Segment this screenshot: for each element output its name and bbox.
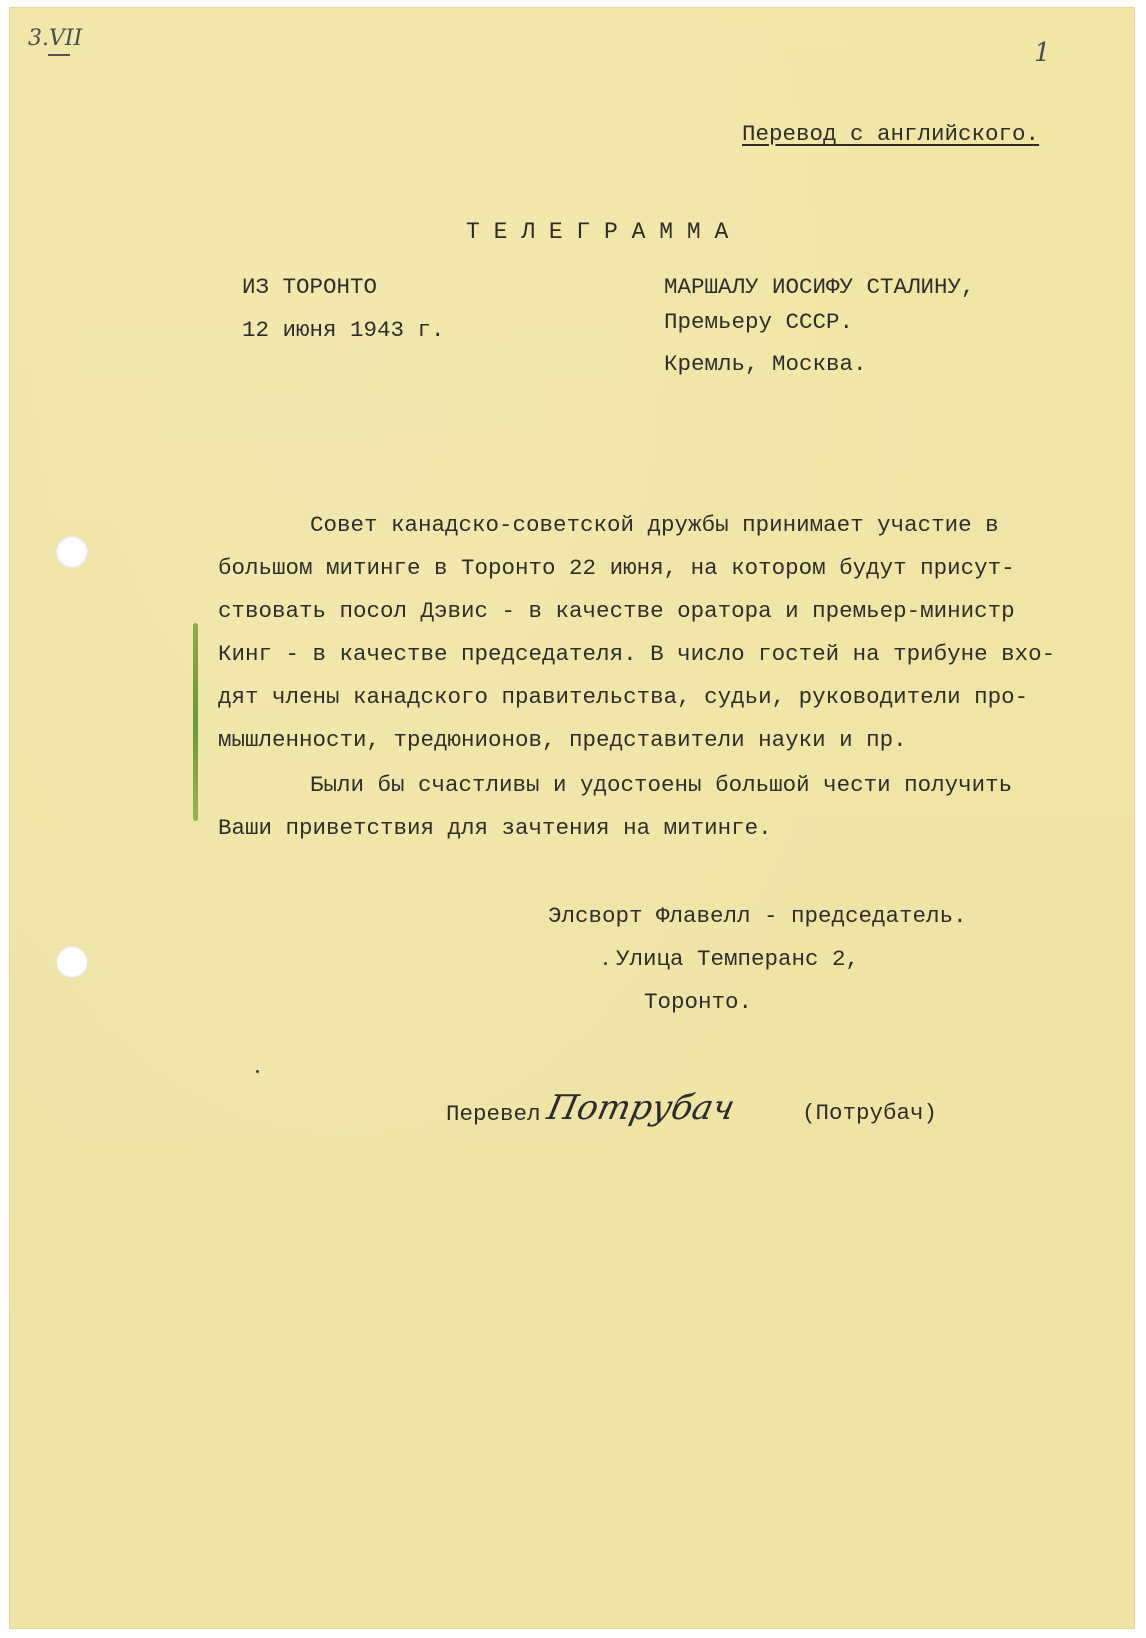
body-line-5: дят члены канадского правительства, судьи, руководители про-	[218, 684, 1029, 710]
green-margin-mark	[193, 623, 198, 821]
document-title: Т Е Л Е Г Р А М М А	[466, 219, 729, 245]
body-line-6: мышленности, тредюнионов, представители науки и пр.	[218, 727, 907, 753]
translator-signature: Потрубач	[543, 1088, 739, 1128]
ink-speck	[256, 1070, 259, 1073]
addressee-line-1: МАРШАЛУ ИОСИФУ СТАЛИНУ,	[664, 274, 975, 300]
body-line-3: ствовать посол Дэвис - в качестве оратора и премьер-министр	[218, 598, 1015, 624]
body-line-1: Совет канадско-советской дружбы принимает участие в	[310, 512, 999, 538]
body-line-8: Ваши приветствия для зачтения на митинге.	[218, 815, 772, 841]
translation-note: Перевод с английского.	[742, 121, 1040, 147]
body-line-7: Были бы счастливы и удостоены большой чести получить	[310, 772, 1013, 798]
signatory-city: Торонто.	[644, 989, 753, 1015]
body-line-2: большом митинге в Торонто 22 июня, на котором будут присут-	[218, 555, 1015, 581]
translator-label: Перевел	[446, 1101, 541, 1127]
origin-city: ИЗ ТОРОНТО	[242, 274, 378, 300]
punch-hole-top	[56, 536, 88, 568]
handwritten-corner-note: 3.VII	[28, 26, 83, 51]
ink-speck	[604, 962, 607, 965]
addressee-line-2: Премьеру СССР.	[664, 309, 854, 335]
handwritten-page-number: 1	[1034, 38, 1051, 68]
signatory-name: Элсворт Флавелл - председатель.	[548, 903, 967, 929]
translator-name: (Потрубач)	[802, 1100, 938, 1126]
signatory-street: Улица Темперанс 2,	[616, 946, 860, 972]
origin-date: 12 июня 1943 г.	[242, 317, 445, 343]
addressee-line-3: Кремль, Москва.	[664, 351, 867, 377]
document-page	[10, 8, 1134, 1628]
body-line-4: Кинг - в качестве председателя. В число гостей на трибуне вхо-	[218, 641, 1056, 667]
punch-hole-bottom	[56, 946, 88, 978]
corner-note-underline	[48, 54, 70, 56]
